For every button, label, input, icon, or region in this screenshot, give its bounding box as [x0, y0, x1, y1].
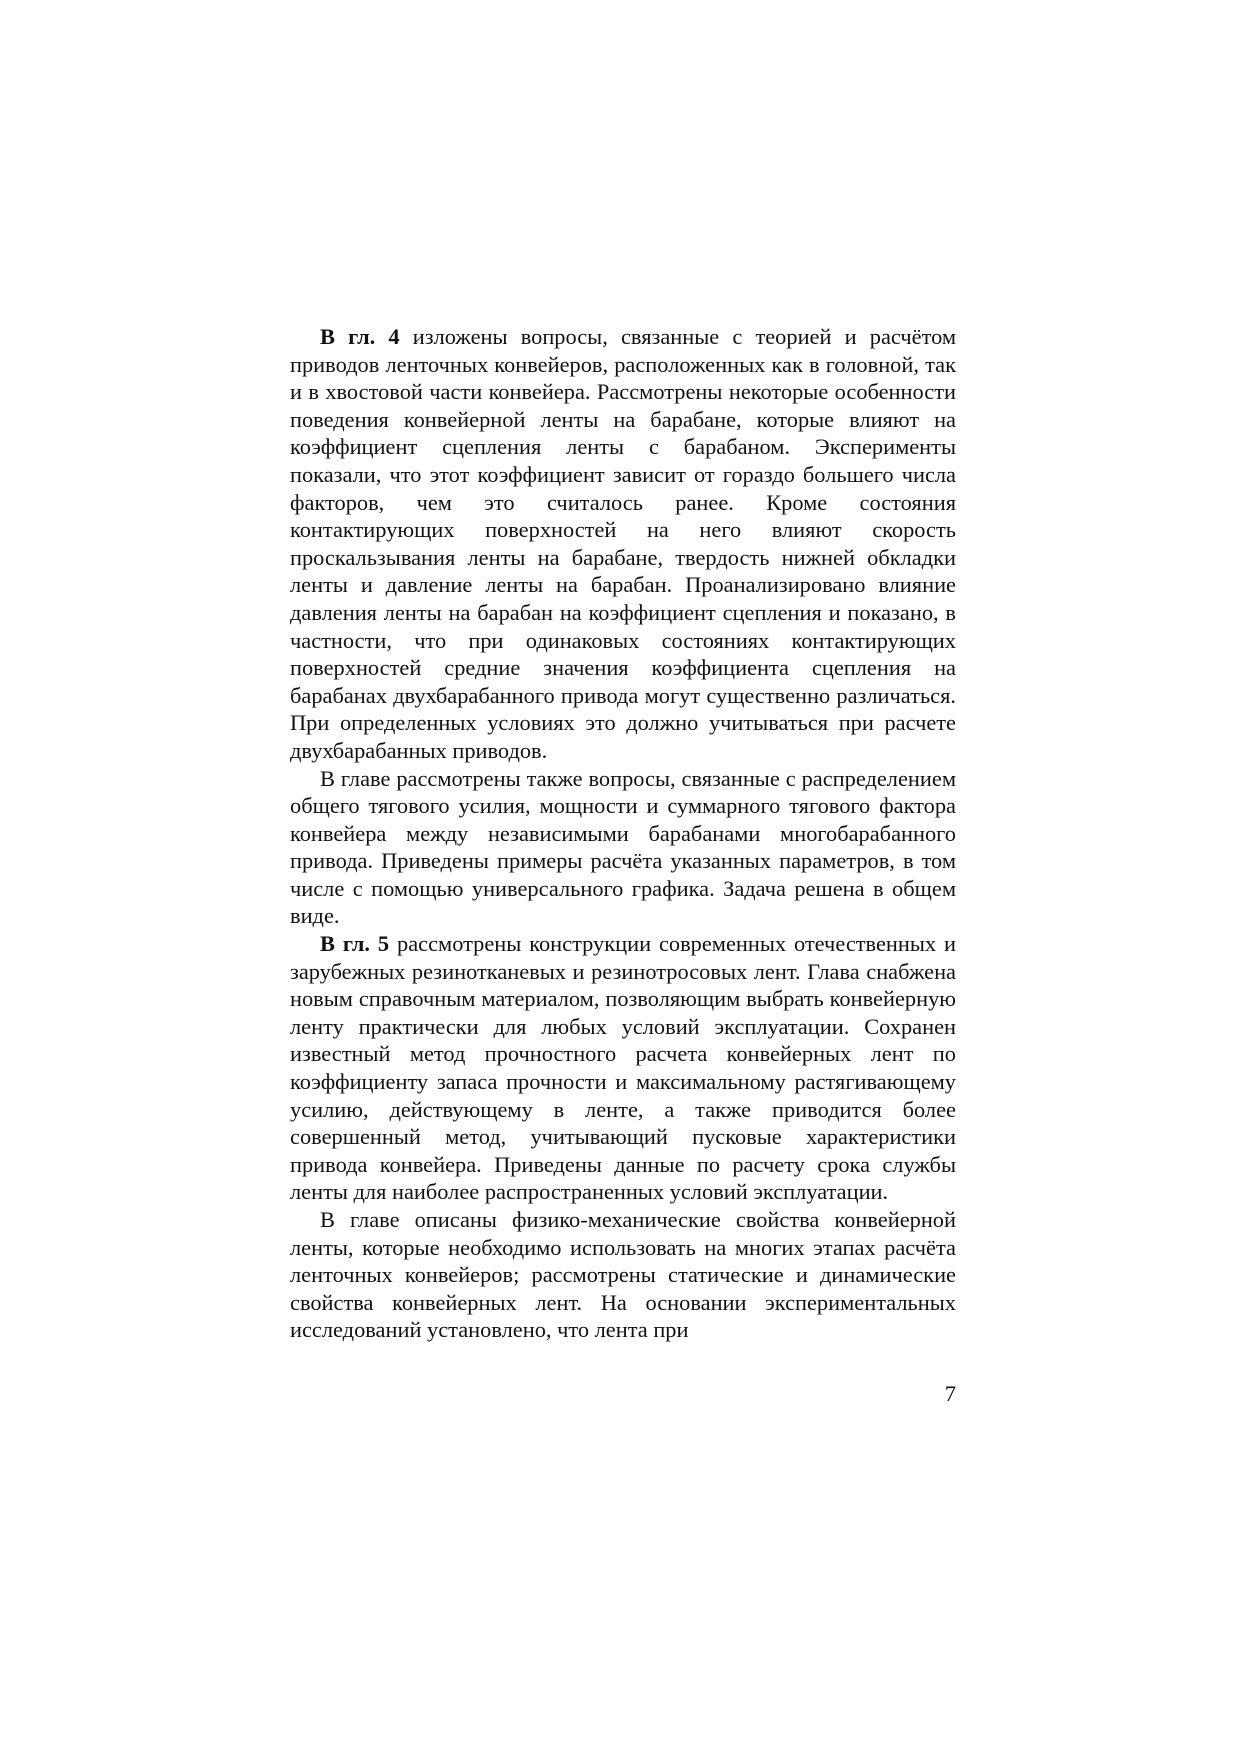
- paragraph-text: рассмотрены конструкции современных отечественных и зарубежных резинотканевых и резинотросовых лент. Глава снабжена новым справочным материалом, позволяющим выбрать конвейерную ленту практически для любых условий эксплуатации. Сохранен известный метод прочностного расчета конвейерных лент по коэффициенту запаса прочности и максимальному растягивающему усилию, действующему в ленте, а также приводится более совершенный метод, учитывающий пусковые характеристики привода конвейера. Приведены данные по расчету срока службы ленты для наиболее распространенных условий эксплуатации.: [290, 931, 957, 1205]
- page-number: 7: [944, 1381, 956, 1406]
- paragraph-text: В главе описаны физико-механические свойства конвейерной ленты, которые необходимо использовать на многих этапах расчёта ленточных конвейеров; рассмотрены статические и динамические свойства конвейерных лент. На основании экспериментальных исследований установлено, что лента при: [290, 1207, 956, 1343]
- chapter-ref-4: В гл. 4: [320, 324, 400, 349]
- chapter-ref-5: В гл. 5: [320, 931, 390, 957]
- paragraph-belt-properties: [290, 1206, 956, 1344]
- body-text: [290, 323, 956, 1344]
- paragraph-text: В главе рассмотрены также вопросы, связанные с распределением общего тягового усилия, мощности и суммарного тягового фактора конвейера между независимыми барабанами многобарабанного привода. Приведены примеры расчёта указанных параметров, в том числе с помощью универсального графика. Задача решена в общем виде.: [290, 765, 956, 929]
- paragraph-chapter-5: [290, 930, 956, 1206]
- paragraph-chapter-4: [290, 323, 956, 765]
- paragraph-text: изложены вопросы, связанные с теорией и расчётом приводов ленточных конвейеров, расположенных как в головной, так и в хвостовой части конвейера. Рассмотрены некоторые особенности поведения конвейерной ленты на барабане, которые влияют на коэффициент сцепления ленты с барабаном. Эксперименты показали, что этот коэффициент зависит от гораздо большего числа факторов, чем это считалось ранее. Кроме состояния контактирующих поверхностей на него влияют скорость проскальзывания ленты на барабане, твердость нижней обкладки ленты и давление ленты на барабан. Проанализировано влияние давления ленты на барабан на коэффициент сцепления и показано, в частности, что при одинаковых состояниях контактирующих поверхностей средние значения коэффициента сцепления на барабанах двухбарабанного привода могут существенно различаться. При определенных условиях это должно учитываться при расчете двухбарабанных приводов.: [290, 324, 957, 763]
- paragraph-traction-distribution: [290, 765, 956, 931]
